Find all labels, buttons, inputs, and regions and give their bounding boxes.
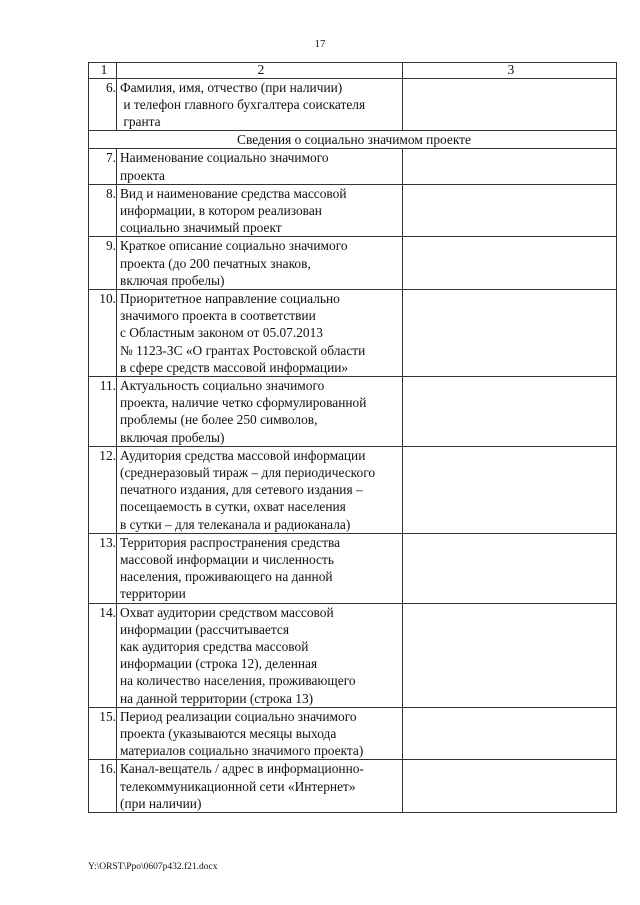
row-number: 10.	[89, 289, 117, 376]
row-field-name: Канал-вещатель / адрес в информационно- телекоммуникационной сети «Интернет» (при наличии)	[117, 760, 403, 813]
column-header-2: 2	[117, 63, 403, 79]
column-header-3: 3	[403, 63, 617, 79]
row-number: 6.	[89, 78, 117, 131]
row-field-value[interactable]	[403, 446, 617, 533]
column-header-1: 1	[89, 63, 117, 79]
page-number: 17	[314, 38, 326, 50]
row-field-value[interactable]	[403, 78, 617, 131]
document-file-path: Y:\ORST\Ppo\0607p432.f21.docx	[88, 862, 218, 872]
row-field-value[interactable]	[403, 237, 617, 290]
row-number: 8.	[89, 184, 117, 237]
table-row	[89, 707, 617, 760]
table-row	[89, 603, 617, 707]
row-field-value[interactable]	[403, 184, 617, 237]
row-field-value[interactable]	[403, 289, 617, 376]
row-field-name: Вид и наименование средства массовой информации, в котором реализован социально значимый проект	[117, 184, 403, 237]
row-field-name: Территория распространения средства массовой информации и численность населения, проживающего на данной территории	[117, 533, 403, 603]
table-header-row	[89, 63, 617, 79]
row-number: 15.	[89, 707, 117, 760]
row-field-name: Наименование социально значимого проекта	[117, 149, 403, 184]
row-field-name: Краткое описание социально значимого проекта (до 200 печатных знаков, включая пробелы)	[117, 237, 403, 290]
row-field-value[interactable]	[403, 603, 617, 707]
row-field-name: Аудитория средства массовой информации (среднеразовый тираж – для периодического печатного издания, для сетевого издания – посещаемость в сутки, охват населения в сутки – для телеканала и радиоканала)	[117, 446, 403, 533]
table-row	[89, 446, 617, 533]
row-number: 7.	[89, 149, 117, 184]
row-field-value[interactable]	[403, 533, 617, 603]
table-row	[89, 533, 617, 603]
table-row	[89, 237, 617, 290]
row-field-name: Приоритетное направление социально значимого проекта в соответствии с Областным законом от 05.07.2013 № 1123-ЗС «О грантах Ростовской области в сфере средств массовой информации»	[117, 289, 403, 376]
row-field-name: Фамилия, имя, отчество (при наличии) и телефон главного бухгалтера соискателя гранта	[117, 78, 403, 131]
row-number: 12.	[89, 446, 117, 533]
row-field-name: Актуальность социально значимого проекта, наличие четко сформулированной проблемы (не более 250 символов, включая пробелы)	[117, 376, 403, 446]
row-field-value[interactable]	[403, 760, 617, 813]
section-title: Сведения о социально значимом проекте	[89, 131, 617, 149]
row-number: 13.	[89, 533, 117, 603]
table-row	[89, 184, 617, 237]
row-number: 9.	[89, 237, 117, 290]
row-field-value[interactable]	[403, 707, 617, 760]
row-field-name: Период реализации социально значимого проекта (указываются месяцы выхода материалов социально значимого проекта)	[117, 707, 403, 760]
row-field-value[interactable]	[403, 376, 617, 446]
grant-application-table	[88, 62, 617, 813]
row-number: 11.	[89, 376, 117, 446]
row-field-name: Охват аудитории средством массовой информации (рассчитывается как аудитория средства массовой информации (строка 12), деленная на количество населения, проживающего на данной территории (строка 13)	[117, 603, 403, 707]
table-row	[89, 289, 617, 376]
row-number: 16.	[89, 760, 117, 813]
row-field-value[interactable]	[403, 149, 617, 184]
section-row	[89, 131, 617, 149]
row-number: 14.	[89, 603, 117, 707]
table-row	[89, 376, 617, 446]
table-row	[89, 149, 617, 184]
table-row	[89, 78, 617, 131]
table-row	[89, 760, 617, 813]
